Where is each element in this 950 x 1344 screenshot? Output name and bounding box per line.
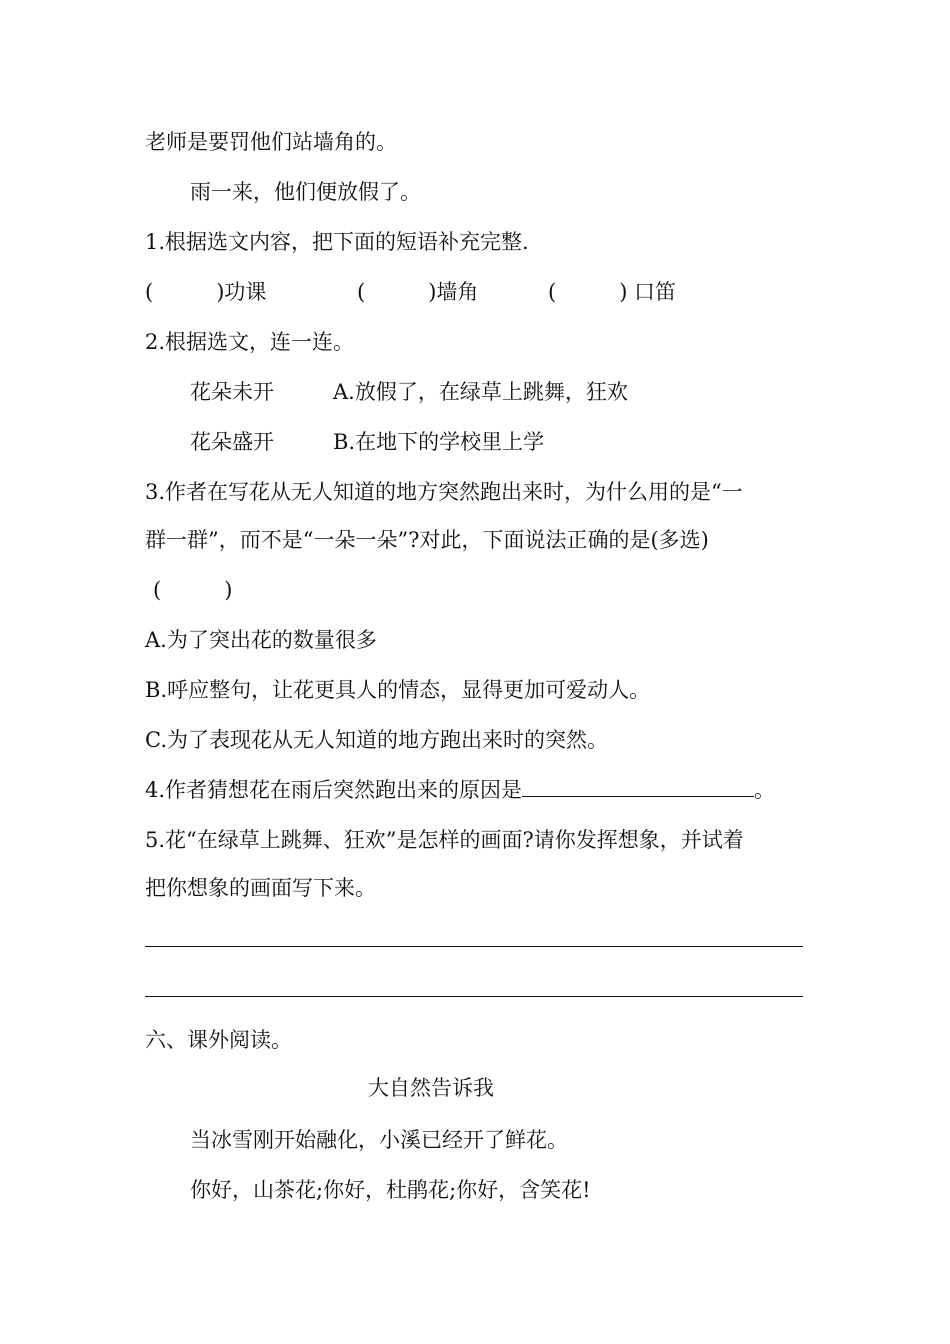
question-3-line-1: 3.作者在写花从无人知道的地方突然跑出来时，为什么用的是“一 [145, 480, 743, 504]
q1-blank-gongke: ( )功课 [145, 280, 267, 304]
question-3-line-2: 群一群”，而不是“一朵一朵”?对此，下面说法正确的是(多选) [145, 528, 709, 552]
q2-left-item-2: 花朵盛开 [190, 430, 274, 454]
q2-right-item-a: A.放假了，在绿草上跳舞，狂欢 [333, 380, 628, 404]
q3-option-b: B.呼应整句，让花更具人的情态，显得更加可爱动人。 [145, 678, 651, 702]
poem-title: 大自然告诉我 [368, 1076, 494, 1100]
question-3-answer-blank: ( ) [153, 578, 233, 602]
q2-right-item-b: B.在地下的学校里上学 [333, 430, 545, 454]
question-5-line-2: 把你想象的画面写下来。 [145, 876, 376, 900]
question-1: 1.根据选文内容，把下面的短语补充完整. [145, 230, 529, 254]
question-4-text: 4.作者猜想花在雨后突然跑出来的原因是 [145, 778, 523, 802]
line-teacher-punish: 老师是要罚他们站墙角的。 [145, 130, 397, 154]
q1-blank-koudi: ( ) 口笛 [548, 280, 677, 304]
poem-line-1: 当冰雪刚开始融化，小溪已经开了鲜花。 [190, 1128, 568, 1152]
question-4-answer-line [522, 776, 754, 797]
q3-option-c: C.为了表现花从无人知道的地方跑出来时的突然。 [145, 728, 608, 752]
q2-left-item-1: 花朵未开 [190, 380, 274, 404]
poem-line-2: 你好，山茶花;你好，杜鹃花;你好，含笑花! [190, 1178, 591, 1202]
question-4-period: 。 [754, 778, 776, 802]
q3-option-a: A.为了突出花的数量很多 [145, 628, 377, 652]
question-5-line-1: 5.花“在绿草上跳舞、狂欢”是怎样的画面?请你发挥想象，并试着 [145, 828, 744, 852]
question-2: 2.根据选文，连一连。 [145, 330, 355, 354]
question-4 [145, 776, 775, 804]
answer-rule-1 [145, 946, 803, 947]
q1-blank-qiangjiao: ( )墙角 [357, 280, 479, 304]
section-6-heading: 六、课外阅读。 [145, 1028, 292, 1052]
line-rain-holiday: 雨一来，他们便放假了。 [190, 180, 421, 204]
answer-rule-2 [145, 996, 803, 997]
